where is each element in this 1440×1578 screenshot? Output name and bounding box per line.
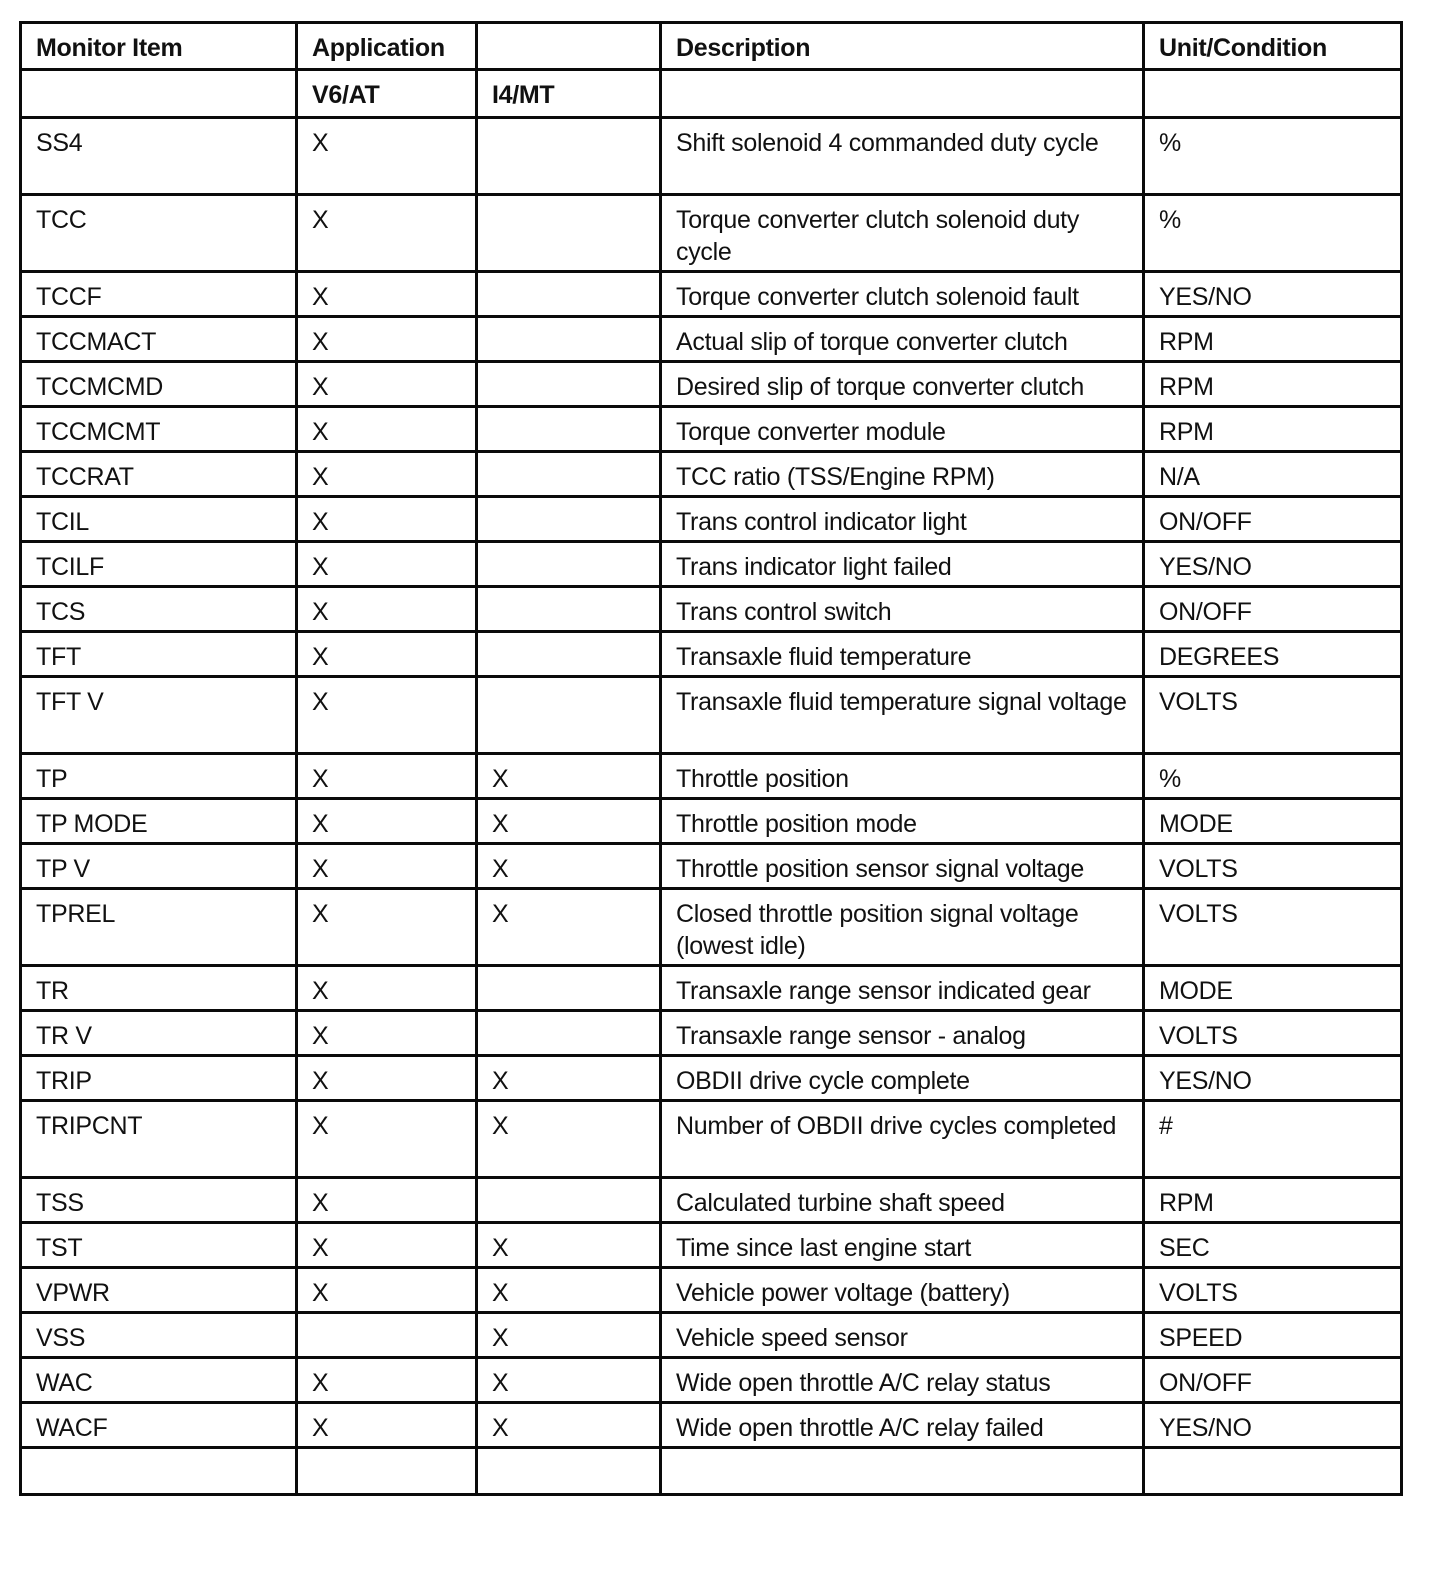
cell-v6-at: X [297,1358,477,1403]
cell-unit-condition: MODE [1144,799,1402,844]
table-row [21,1101,1402,1178]
header-application-blank [477,23,661,70]
cell-monitor-item: TCCMACT [21,317,297,362]
subheader-i4-mt: I4/MT [477,70,661,118]
table-row [21,1403,1402,1448]
table-row [21,632,1402,677]
cell-monitor-item: TCCMCMD [21,362,297,407]
cell-i4-mt [477,497,661,542]
table-row [21,195,1402,272]
cell-i4-mt: X [477,1403,661,1448]
cell-v6-at: X [297,844,477,889]
cell-i4-mt [477,677,661,754]
cell-monitor-item: TR V [21,1011,297,1056]
cell-unit-condition: VOLTS [1144,1268,1402,1313]
cell-description: Transaxle range sensor indicated gear [661,966,1144,1011]
cell-description: Trans control switch [661,587,1144,632]
table-row [21,542,1402,587]
cell-i4-mt: X [477,844,661,889]
cell-monitor-item: SS4 [21,118,297,195]
table-body [21,23,1402,1495]
cell-unit-condition: ON/OFF [1144,1358,1402,1403]
table-row [21,966,1402,1011]
cell-description: Desired slip of torque converter clutch [661,362,1144,407]
subheader-v6-at: V6/AT [297,70,477,118]
cell-v6-at [297,1448,477,1495]
cell-description: Torque converter clutch solenoid duty cycle [661,195,1144,272]
cell-unit-condition: YES/NO [1144,1403,1402,1448]
cell-i4-mt: X [477,889,661,966]
cell-i4-mt [477,317,661,362]
cell-monitor-item: TPREL [21,889,297,966]
cell-v6-at: X [297,362,477,407]
cell-monitor-item: TP V [21,844,297,889]
cell-description: Throttle position [661,754,1144,799]
cell-monitor-item: TCCMCMT [21,407,297,452]
cell-unit-condition: N/A [1144,452,1402,497]
cell-unit-condition: % [1144,118,1402,195]
cell-unit-condition: VOLTS [1144,677,1402,754]
cell-i4-mt [477,1011,661,1056]
cell-i4-mt: X [477,1223,661,1268]
header-unit-condition: Unit/Condition [1144,23,1402,70]
cell-i4-mt: X [477,1268,661,1313]
cell-monitor-item: TST [21,1223,297,1268]
cell-monitor-item: TSS [21,1178,297,1223]
cell-v6-at: X [297,272,477,317]
subheader-description [661,70,1144,118]
cell-unit-condition: YES/NO [1144,1056,1402,1101]
cell-unit-condition: SEC [1144,1223,1402,1268]
cell-v6-at: X [297,754,477,799]
cell-unit-condition: DEGREES [1144,632,1402,677]
cell-v6-at: X [297,497,477,542]
cell-description: Transaxle fluid temperature signal voltage [661,677,1144,754]
cell-i4-mt [477,118,661,195]
cell-i4-mt [477,1178,661,1223]
cell-description: Wide open throttle A/C relay failed [661,1403,1144,1448]
header-description: Description [661,23,1144,70]
cell-v6-at: X [297,317,477,362]
table-row [21,587,1402,632]
cell-unit-condition: ON/OFF [1144,587,1402,632]
cell-v6-at: X [297,452,477,497]
cell-i4-mt [477,407,661,452]
cell-description: Transaxle range sensor - analog [661,1011,1144,1056]
cell-monitor-item: TR [21,966,297,1011]
cell-description: Wide open throttle A/C relay status [661,1358,1144,1403]
cell-i4-mt [477,632,661,677]
table-row [21,754,1402,799]
cell-monitor-item: TRIP [21,1056,297,1101]
cell-i4-mt [477,1448,661,1495]
cell-monitor-item: TCCRAT [21,452,297,497]
cell-description: Trans control indicator light [661,497,1144,542]
cell-description: Trans indicator light failed [661,542,1144,587]
cell-description: Time since last engine start [661,1223,1144,1268]
cell-monitor-item: TCCF [21,272,297,317]
table-row [21,677,1402,754]
cell-monitor-item: TP MODE [21,799,297,844]
cell-unit-condition: SPEED [1144,1313,1402,1358]
cell-i4-mt [477,542,661,587]
table-row-empty [21,1448,1402,1495]
cell-description: OBDII drive cycle complete [661,1056,1144,1101]
cell-unit-condition: RPM [1144,362,1402,407]
cell-unit-condition: % [1144,195,1402,272]
header-monitor-item: Monitor Item [21,23,297,70]
table-row [21,1011,1402,1056]
cell-description: Throttle position sensor signal voltage [661,844,1144,889]
cell-v6-at: X [297,587,477,632]
cell-unit-condition [1144,1448,1402,1495]
cell-unit-condition: YES/NO [1144,272,1402,317]
cell-unit-condition: RPM [1144,1178,1402,1223]
cell-description [661,1448,1144,1495]
cell-description: Transaxle fluid temperature [661,632,1144,677]
cell-v6-at: X [297,1268,477,1313]
cell-monitor-item: TFT [21,632,297,677]
cell-monitor-item [21,1448,297,1495]
cell-i4-mt: X [477,1358,661,1403]
cell-monitor-item: TFT V [21,677,297,754]
cell-monitor-item: WAC [21,1358,297,1403]
cell-description: Torque converter module [661,407,1144,452]
cell-description: Calculated turbine shaft speed [661,1178,1144,1223]
cell-v6-at: X [297,966,477,1011]
table-row [21,272,1402,317]
cell-i4-mt: X [477,799,661,844]
table-row [21,1178,1402,1223]
cell-v6-at: X [297,1011,477,1056]
cell-description: Number of OBDII drive cycles completed [661,1101,1144,1178]
table-row [21,1268,1402,1313]
cell-description: Vehicle power voltage (battery) [661,1268,1144,1313]
table-row [21,1223,1402,1268]
cell-unit-condition: MODE [1144,966,1402,1011]
subheader-unit [1144,70,1402,118]
cell-monitor-item: TRIPCNT [21,1101,297,1178]
cell-monitor-item: VPWR [21,1268,297,1313]
cell-unit-condition: VOLTS [1144,844,1402,889]
cell-monitor-item: TP [21,754,297,799]
cell-unit-condition: VOLTS [1144,889,1402,966]
cell-i4-mt: X [477,1101,661,1178]
cell-unit-condition: YES/NO [1144,542,1402,587]
cell-v6-at [297,1313,477,1358]
cell-unit-condition: RPM [1144,407,1402,452]
monitor-items-table [19,21,1403,1496]
table-row [21,452,1402,497]
subheader-row [21,70,1402,118]
cell-description: Vehicle speed sensor [661,1313,1144,1358]
table-row [21,799,1402,844]
cell-monitor-item: VSS [21,1313,297,1358]
cell-monitor-item: TCC [21,195,297,272]
cell-v6-at: X [297,677,477,754]
table-row [21,362,1402,407]
cell-i4-mt [477,272,661,317]
table-row [21,889,1402,966]
cell-i4-mt [477,362,661,407]
cell-i4-mt [477,195,661,272]
cell-unit-condition: ON/OFF [1144,497,1402,542]
cell-i4-mt: X [477,754,661,799]
cell-v6-at: X [297,632,477,677]
table-row [21,497,1402,542]
table-row [21,1313,1402,1358]
cell-i4-mt: X [477,1313,661,1358]
cell-i4-mt [477,452,661,497]
table-row [21,1056,1402,1101]
cell-description: Throttle position mode [661,799,1144,844]
table-row [21,1358,1402,1403]
cell-v6-at: X [297,1101,477,1178]
table-row [21,118,1402,195]
cell-unit-condition: RPM [1144,317,1402,362]
subheader-item [21,70,297,118]
cell-unit-condition: # [1144,1101,1402,1178]
cell-description: Torque converter clutch solenoid fault [661,272,1144,317]
cell-v6-at: X [297,889,477,966]
cell-i4-mt [477,587,661,632]
cell-v6-at: X [297,1223,477,1268]
table-row [21,844,1402,889]
header-application: Application [297,23,477,70]
cell-description: Closed throttle position signal voltage (lowest idle) [661,889,1144,966]
cell-v6-at: X [297,118,477,195]
cell-v6-at: X [297,1178,477,1223]
cell-v6-at: X [297,407,477,452]
cell-monitor-item: TCIL [21,497,297,542]
cell-monitor-item: TCILF [21,542,297,587]
table-row [21,317,1402,362]
cell-i4-mt: X [477,1056,661,1101]
cell-description: Actual slip of torque converter clutch [661,317,1144,362]
cell-v6-at: X [297,1056,477,1101]
header-row [21,23,1402,70]
cell-description: TCC ratio (TSS/Engine RPM) [661,452,1144,497]
cell-unit-condition: % [1144,754,1402,799]
cell-i4-mt [477,966,661,1011]
table-row [21,407,1402,452]
cell-v6-at: X [297,799,477,844]
cell-unit-condition: VOLTS [1144,1011,1402,1056]
cell-v6-at: X [297,195,477,272]
cell-description: Shift solenoid 4 commanded duty cycle [661,118,1144,195]
cell-v6-at: X [297,542,477,587]
cell-monitor-item: TCS [21,587,297,632]
cell-v6-at: X [297,1403,477,1448]
cell-monitor-item: WACF [21,1403,297,1448]
